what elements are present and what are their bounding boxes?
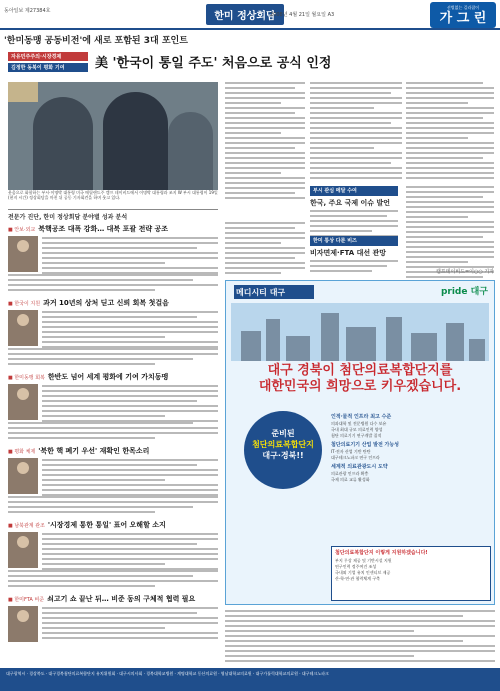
ad-banner-garigeun[interactable] bbox=[430, 2, 496, 28]
ad-support-box bbox=[331, 546, 491, 601]
badge-line: 첨단의료복합단지 bbox=[252, 440, 314, 449]
ad-list-item: 대구테크노파크 연구 인프라 bbox=[331, 455, 380, 460]
article-text-column bbox=[310, 82, 402, 182]
expert-portrait bbox=[8, 310, 38, 346]
section-logo: 한미 정상회담 bbox=[206, 4, 283, 25]
ad-headline-line: 대구 경북이 첨단의료복합단지를 bbox=[267, 363, 453, 378]
item-text bbox=[42, 311, 218, 351]
expert-item bbox=[8, 446, 218, 516]
badge-line: 준비된 bbox=[271, 429, 295, 438]
city-skyline-image bbox=[231, 303, 489, 361]
item-text bbox=[42, 533, 218, 573]
banner-subtitle: 선별없는 길라잡이 bbox=[446, 5, 480, 10]
support-item: 국내외 기업 유치 인센티브 제공 bbox=[335, 570, 391, 575]
banner-title: 가 그 린 bbox=[439, 11, 487, 26]
expert-item bbox=[8, 224, 218, 294]
analysis-headline: 전문가 진단, 한미 정상회담 분야별 성과 분석 bbox=[8, 209, 218, 221]
newspaper-issue: 동아일보 제27384호 bbox=[4, 8, 51, 14]
article-text-column bbox=[225, 610, 495, 665]
ad-headline bbox=[231, 363, 489, 403]
expert-item bbox=[8, 372, 218, 442]
expert-portrait bbox=[8, 384, 38, 420]
ad-list-item: 의과대학 및 전문병원 다수 보유 bbox=[331, 421, 387, 426]
expert-portrait bbox=[8, 532, 38, 568]
byline: 캠프데이비드=이○○ 기자 bbox=[436, 269, 494, 275]
item-text bbox=[42, 237, 218, 277]
item-headline bbox=[8, 298, 218, 308]
side-label: 김정한 동북이 평화 기여 bbox=[8, 63, 88, 72]
expert-portrait bbox=[8, 606, 38, 642]
ad-list-item: IT·전자 산업 기반 탄탄 bbox=[331, 449, 371, 454]
ad-headline-line: 대한민국의 희망으로 키우겠습니다. bbox=[258, 379, 462, 394]
item-category: ■ 남북관계 관조 bbox=[8, 523, 45, 529]
expert-item bbox=[8, 520, 218, 590]
issue-date: 2008년 4월 21일 월요일 A3 bbox=[270, 12, 335, 18]
item-text bbox=[42, 459, 218, 499]
ad-section-title: 인적·물적 인프라 최고 수준 bbox=[331, 414, 392, 420]
expert-item bbox=[8, 594, 218, 664]
item-title: 한반도 넘어 세계 평화에 기여 가치동맹 bbox=[47, 373, 169, 381]
ad-section-title: 세계적 의료관광도시 도약 bbox=[331, 464, 388, 470]
ad-list-item: 국제 의료 교류 활성화 bbox=[331, 477, 370, 482]
kicker-headline: '한미동맹 공동비전'에 새로 포함된 3대 포인트 bbox=[4, 36, 188, 46]
article-text-column bbox=[310, 260, 398, 275]
expert-item bbox=[8, 298, 218, 368]
item-text bbox=[8, 274, 218, 294]
item-title: 북핵공조 대폭 강화… 대북 포괄 전략 공조 bbox=[38, 225, 169, 233]
sponsor-footer: 대구광역시 · 경상북도 · 대구경북첨단의료복합단지 유치위원회 · 대구시의사회 · 경북대학교병원 · 계명대학교 동산의료원 · 영남대학교의료원 · 대구가톨릭대학교의료원 · 대구테크노파크 bbox=[0, 668, 500, 691]
item-headline bbox=[8, 224, 218, 234]
flag-shape bbox=[8, 82, 38, 102]
ad-section-title: 첨단의료기기 산업 발전 가능성 bbox=[331, 442, 400, 448]
ad-list-item: 국내 최대 규모 의료인력 양성 bbox=[331, 427, 383, 432]
item-headline bbox=[8, 446, 218, 456]
section-label: 한미 통상 다룬 비즈 bbox=[310, 236, 398, 246]
pride-logo: pride 대구 bbox=[440, 287, 488, 297]
article-text-column bbox=[406, 82, 494, 182]
support-heading: 첨단의료복합단지 이렇게 지원하겠습니다! bbox=[335, 550, 428, 556]
item-category: ■ 한미동맹 회복 bbox=[8, 375, 45, 381]
item-text bbox=[42, 607, 218, 642]
section-headline: 비자면제·FTA 대선 관망 bbox=[310, 249, 387, 257]
photo-caption: 웃음으로 화합하는 부시·이명박 대통령 미국 메릴랜드주 캠프 데이비드에서 이명박 대통령과 조지 W 부시 대통령이 19일(현지 시간) 정상회담을 마친 뒤 공동 기자회견을 하며 웃고 있다. bbox=[8, 190, 218, 200]
item-category: ■ 안보·외교 bbox=[8, 227, 36, 233]
item-text bbox=[8, 496, 218, 516]
support-item: 산·학·연·관 협력체계 구축 bbox=[335, 576, 380, 581]
item-text bbox=[8, 422, 218, 442]
ad-badge bbox=[244, 411, 322, 489]
article-text-column bbox=[225, 82, 305, 204]
ad-top-label: 메디시티 대구 bbox=[234, 285, 314, 299]
item-title: 과거 10년의 상처 딛고 신뢰 회복 첫걸음 bbox=[43, 299, 169, 307]
item-headline bbox=[8, 520, 218, 530]
expert-portrait bbox=[8, 236, 38, 272]
person-figure bbox=[168, 112, 213, 190]
section-headline: 한국, 주요 국제 이슈 발언 bbox=[310, 199, 391, 207]
masthead bbox=[0, 0, 500, 30]
item-text bbox=[8, 570, 218, 590]
main-headline: 美 '한국이 통일 주도' 처음으로 공식 인정 bbox=[95, 56, 332, 71]
item-headline bbox=[8, 372, 218, 382]
ad-list-item: 의료관광 인프라 확충 bbox=[331, 471, 369, 476]
section-label: 부시 관심 메달 수여 bbox=[310, 186, 398, 196]
medical-complex-advertisement[interactable] bbox=[225, 280, 495, 605]
item-category: ■ 평화 체제 bbox=[8, 449, 36, 455]
summit-photo bbox=[8, 82, 218, 190]
ad-list-item: 첨단 의료기기 연구개발 집적 bbox=[331, 433, 382, 438]
item-title: '시장경제 통한 통일' 표어 오해할 소지 bbox=[47, 521, 166, 529]
item-text bbox=[8, 348, 218, 368]
support-item: 부지 무상 제공 및 기반시설 지원 bbox=[335, 558, 392, 563]
person-figure bbox=[103, 92, 168, 190]
article-text-column bbox=[225, 222, 305, 278]
badge-line: 대구·경북!! bbox=[262, 451, 304, 460]
side-label: 자유민주주의·시장경제 bbox=[8, 52, 88, 61]
item-title: 쇠고기 쇼 끝난 뒤… 비준 동의 구체적 협력 필요 bbox=[47, 595, 196, 603]
person-figure bbox=[33, 97, 93, 190]
support-item: 연구인력 정주여건 조성 bbox=[335, 564, 377, 569]
item-category: ■ 한미FTA 비준 bbox=[8, 597, 45, 603]
item-text bbox=[42, 385, 218, 425]
item-category: ■ 한국이 지원 bbox=[8, 301, 41, 307]
expert-portrait bbox=[8, 458, 38, 494]
item-title: '북한 핵 폐기 우선' 재확인 한목소리 bbox=[38, 447, 150, 455]
item-headline bbox=[8, 594, 218, 604]
side-labels bbox=[8, 52, 88, 82]
